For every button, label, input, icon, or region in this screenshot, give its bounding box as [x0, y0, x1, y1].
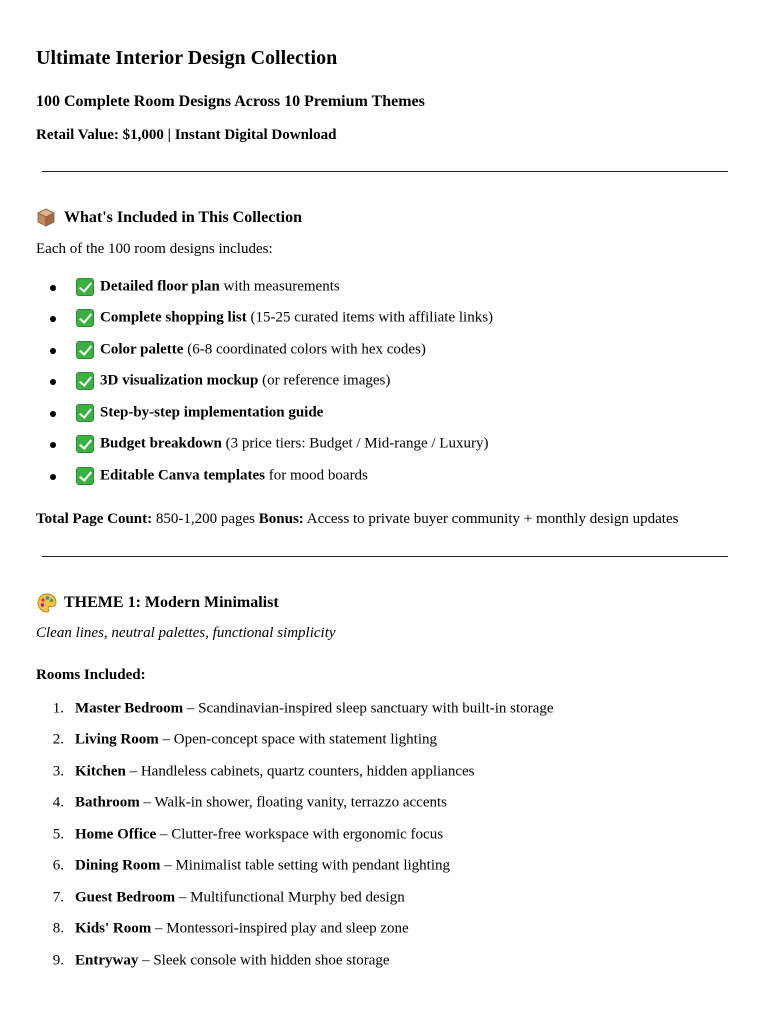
room-number: 2.	[52, 731, 64, 748]
room-desc: – Scandinavian-inspired sleep sanctuary with built-in storage	[183, 700, 554, 717]
included-intro: Each of the 100 room designs includes:	[36, 241, 273, 257]
totals-line	[36, 511, 678, 528]
bullet-icon	[50, 348, 56, 354]
list-item	[36, 788, 732, 820]
feature-text	[100, 341, 426, 358]
feature-bold: Color palette	[100, 341, 184, 358]
room-text	[75, 795, 447, 812]
check-mark-icon	[76, 341, 94, 359]
retail-value-line: Retail Value: $1,000 | Instant Digital Download	[36, 127, 337, 143]
bullet-icon	[50, 316, 56, 322]
list-item	[36, 460, 732, 492]
horizontal-rule	[42, 556, 728, 557]
room-text	[75, 763, 474, 780]
check-mark-icon	[76, 467, 94, 485]
list-item	[36, 725, 732, 757]
document-title: Ultimate Interior Design Collection	[36, 47, 338, 69]
check-mark-icon	[76, 435, 94, 453]
feature-bold: Complete shopping list	[100, 309, 247, 326]
room-text	[75, 732, 437, 749]
list-item	[36, 397, 732, 429]
theme-heading-text: THEME 1: Modern Minimalist	[64, 594, 279, 611]
theme-tagline: Clean lines, neutral palettes, functional simplicity	[36, 625, 336, 641]
room-desc: – Open-concept space with statement lighting	[158, 731, 438, 748]
feature-rest: (6-8 coordinated colors with hex codes)	[183, 341, 426, 358]
room-name: Living Room	[75, 731, 159, 748]
room-number: 5.	[52, 826, 64, 843]
bonus-value: Access to private buyer community + monthly design updates	[303, 511, 679, 527]
feature-text	[100, 278, 340, 295]
bonus-label: Bonus:	[258, 511, 304, 527]
check-mark-icon	[76, 372, 94, 390]
package-icon	[36, 207, 58, 229]
page-count-value: 850-1,200 pages	[152, 511, 259, 527]
room-desc: – Clutter-free workspace with ergonomic focus	[156, 826, 444, 843]
list-item	[36, 819, 732, 851]
room-desc: – Montessori-inspired play and sleep zone	[151, 920, 409, 937]
check-mark-icon	[76, 278, 94, 296]
list-item	[36, 882, 732, 914]
horizontal-rule	[42, 171, 728, 172]
list-item	[36, 851, 732, 883]
room-name: Master Bedroom	[75, 700, 184, 717]
bullet-icon	[50, 442, 56, 448]
feature-rest: with measurements	[219, 278, 340, 295]
room-desc: – Sleek console with hidden shoe storage	[138, 952, 390, 969]
feature-text	[100, 436, 488, 453]
feature-rest: (15-25 curated items with affiliate links)	[246, 309, 494, 326]
feature-list	[36, 271, 732, 492]
room-name: Guest Bedroom	[75, 889, 176, 906]
room-text	[75, 858, 450, 875]
room-number: 8.	[52, 920, 64, 937]
room-number: 1.	[52, 700, 64, 717]
list-item	[36, 945, 732, 977]
bullet-icon	[50, 285, 56, 291]
room-text	[75, 826, 443, 843]
feature-bold: Budget breakdown	[100, 435, 222, 452]
room-name: Dining Room	[75, 857, 161, 874]
room-name: Home Office	[75, 826, 157, 843]
room-number: 3.	[52, 763, 64, 780]
room-text	[75, 921, 409, 938]
bullet-icon	[50, 474, 56, 480]
room-number: 7.	[52, 889, 64, 906]
theme-heading	[36, 592, 279, 614]
room-name: Bathroom	[75, 794, 140, 811]
room-desc: – Walk-in shower, floating vanity, terrazzo accents	[139, 794, 447, 811]
included-heading-text: What's Included in This Collection	[64, 209, 302, 226]
room-number: 6.	[52, 857, 64, 874]
feature-rest: (or reference images)	[258, 372, 391, 389]
room-name: Kitchen	[75, 763, 126, 780]
list-item	[36, 334, 732, 366]
list-item	[36, 914, 732, 946]
check-mark-icon	[76, 404, 94, 422]
feature-text	[100, 404, 323, 421]
room-number: 9.	[52, 952, 64, 969]
room-text	[75, 952, 390, 969]
list-item	[36, 429, 732, 461]
list-item	[36, 303, 732, 335]
feature-text	[100, 467, 368, 484]
list-item	[36, 693, 732, 725]
document-subtitle: 100 Complete Room Designs Across 10 Premium Themes	[36, 93, 425, 110]
room-desc: – Handleless cabinets, quartz counters, hidden appliances	[125, 763, 475, 780]
bullet-icon	[50, 379, 56, 385]
page-count-label: Total Page Count:	[36, 511, 153, 527]
feature-rest: for mood boards	[265, 467, 368, 484]
room-name: Kids' Room	[75, 920, 152, 937]
palette-icon	[36, 592, 58, 614]
room-number: 4.	[52, 794, 64, 811]
feature-rest: (3 price tiers: Budget / Mid-range / Luxury)	[221, 435, 489, 452]
room-desc: – Multifunctional Murphy bed design	[175, 889, 405, 906]
feature-bold: Detailed floor plan	[100, 278, 220, 295]
check-mark-icon	[76, 309, 94, 327]
room-text	[75, 889, 405, 906]
room-name: Entryway	[75, 952, 139, 969]
bullet-icon	[50, 411, 56, 417]
room-text	[75, 700, 554, 717]
feature-bold: 3D visualization mockup	[100, 372, 259, 389]
rooms-label: Rooms Included:	[36, 667, 146, 683]
list-item	[36, 366, 732, 398]
list-item	[36, 756, 732, 788]
feature-text	[100, 373, 390, 390]
included-heading	[36, 207, 302, 229]
room-list	[36, 693, 732, 977]
feature-bold: Editable Canva templates	[100, 467, 265, 484]
feature-text	[100, 310, 493, 327]
room-desc: – Minimalist table setting with pendant lighting	[160, 857, 450, 874]
list-item	[36, 271, 732, 303]
feature-bold: Step-by-step implementation guide	[100, 404, 324, 421]
